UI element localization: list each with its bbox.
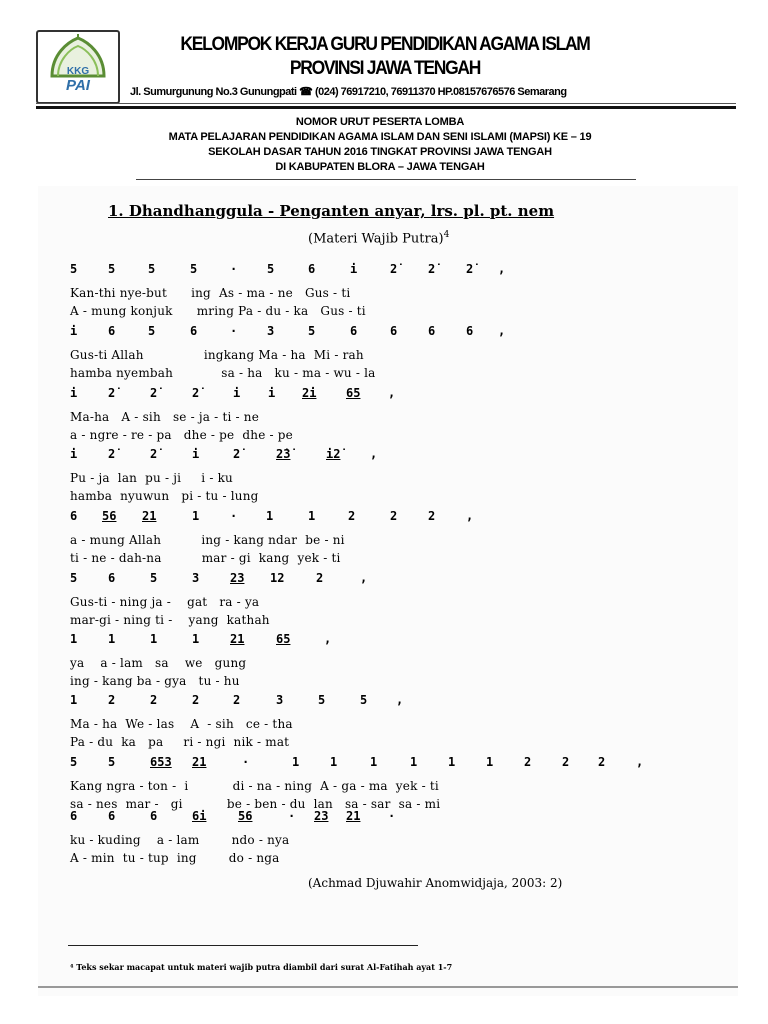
note: , xyxy=(388,386,396,400)
note: 2 xyxy=(390,509,398,523)
lyric-line: Ma-ha A - sih se - ja - ti - ne xyxy=(70,410,260,424)
note: 1 xyxy=(192,509,200,523)
note: 6 xyxy=(70,509,78,523)
note: 21 xyxy=(142,509,157,523)
song-credit: (Achmad Djuwahir Anomwidjaja, 2003: 2) xyxy=(308,876,563,890)
note: i xyxy=(70,386,78,400)
note: 2̇ xyxy=(108,386,116,400)
note: 21 xyxy=(230,632,245,646)
note: 2̇ xyxy=(192,386,200,400)
note: 1 xyxy=(292,755,300,769)
scan-bottom-edge xyxy=(38,986,738,988)
song-title: 1. Dhandhanggula - Penganten anyar, lrs. pl. pt. nem xyxy=(108,202,555,220)
note: 1 xyxy=(410,755,418,769)
note: 5 xyxy=(148,262,156,276)
note: · xyxy=(230,509,238,523)
note: 23 xyxy=(314,809,329,823)
note: 6 xyxy=(350,324,358,338)
note: i xyxy=(350,262,358,276)
note: 6 xyxy=(428,324,436,338)
note: 5 xyxy=(108,755,116,769)
note: 6i xyxy=(192,809,207,823)
lyric-line: Kang ngra - ton - i di - na - ning A - ga - ma yek - ti xyxy=(70,779,439,793)
note: 2 xyxy=(524,755,532,769)
note: 2 xyxy=(598,755,606,769)
note: 2̇ xyxy=(150,386,158,400)
lyric-line: sa - nes mar - gi be - ben - du lan sa - sar sa - mi xyxy=(70,797,441,811)
meta-line-2: MATA PELAJARAN PENDIDIKAN AGAMA ISLAM DAN SENI ISLAMI (MAPSI) KE – 19 xyxy=(168,131,592,143)
note: , xyxy=(370,447,378,461)
note: 1 xyxy=(70,632,78,646)
note: 6 xyxy=(190,324,198,338)
note: i xyxy=(233,386,241,400)
note: 23 xyxy=(230,571,245,585)
lyric-line: Kan-thi nye-but ing As - ma - ne Gus - ti xyxy=(70,286,351,300)
note: 1 xyxy=(330,755,338,769)
lyric-line: A - mung konjuk mring Pa - du - ka Gus - ti xyxy=(70,304,366,318)
note: · xyxy=(242,755,250,769)
letterhead-divider-thin xyxy=(36,103,736,104)
note: 6 xyxy=(108,324,116,338)
note: · xyxy=(230,262,238,276)
note: 5 xyxy=(70,571,78,585)
lyric-line: ya a - lam sa we gung xyxy=(70,656,247,670)
note: 56 xyxy=(102,509,117,523)
lyric-line: hamba nyembah sa - ha ku - ma - wu - la xyxy=(70,366,376,380)
note: 1 xyxy=(486,755,494,769)
meta-line-4: DI KABUPATEN BLORA – JAWA TENGAH xyxy=(275,161,485,173)
note: 2 xyxy=(428,509,436,523)
lyric-line: Gus-ti Allah ingkang Ma - ha Mi - rah xyxy=(70,348,364,362)
note: , xyxy=(498,324,506,338)
note: , xyxy=(324,632,332,646)
note: 2 xyxy=(316,571,324,585)
note: 2 xyxy=(348,509,356,523)
note: 2 xyxy=(108,693,116,707)
note: 2̇ xyxy=(390,262,398,276)
note: i xyxy=(70,324,78,338)
note: 5 xyxy=(360,693,368,707)
note: 1 xyxy=(150,632,158,646)
org-name-line2: PROVINSI JAWA TENGAH xyxy=(289,58,481,79)
note: 5 xyxy=(190,262,198,276)
note: · xyxy=(230,324,238,338)
note: 653 xyxy=(150,755,172,769)
note: i xyxy=(192,447,200,461)
svg-text:KKG: KKG xyxy=(66,66,90,77)
note: 2 xyxy=(192,693,200,707)
note: i2̇ xyxy=(326,447,341,461)
note: 2 xyxy=(233,693,241,707)
note: 5 xyxy=(70,262,78,276)
note: , xyxy=(396,693,404,707)
note: 56 xyxy=(238,809,253,823)
svg-text:PAI: PAI xyxy=(66,77,90,94)
note: 1 xyxy=(308,509,316,523)
lyric-line: ku - kuding a - lam ndo - nya xyxy=(70,833,290,847)
note: 6 xyxy=(466,324,474,338)
lyric-line: a - ngre - re - pa dhe - pe dhe - pe xyxy=(70,428,293,442)
note: · xyxy=(288,809,296,823)
note: , xyxy=(360,571,368,585)
note: , xyxy=(498,262,506,276)
note: 65 xyxy=(346,386,361,400)
note: 2̇ xyxy=(428,262,436,276)
org-name-line1: KELOMPOK KERJA GURU PENDIDIKAN AGAMA ISLAM xyxy=(180,34,590,55)
note: 5 xyxy=(150,571,158,585)
note: 1 xyxy=(448,755,456,769)
lyric-line: ti - ne - dah-na mar - gi kang yek - ti xyxy=(70,551,341,565)
note: 12 xyxy=(270,571,285,585)
phone-icon: ☎ xyxy=(299,86,313,98)
note: 3 xyxy=(192,571,200,585)
note: , xyxy=(466,509,474,523)
note: i xyxy=(268,386,276,400)
note: 6 xyxy=(108,571,116,585)
note: 1 xyxy=(370,755,378,769)
note: 1 xyxy=(266,509,274,523)
footnote-divider xyxy=(68,945,418,946)
footnote: ⁴ Teks sekar macapat untuk materi wajib putra diambil dari surat Al-Fatihah ayat 1-7 xyxy=(70,962,453,972)
lyric-line: Ma - ha We - las A - sih ce - tha xyxy=(70,717,293,731)
note: 1 xyxy=(108,632,116,646)
song-subtitle: (Materi Wajib Putra)$^4$ xyxy=(308,230,450,247)
note: 2̇3̇ xyxy=(276,447,291,461)
note: 21 xyxy=(346,809,361,823)
note: 3 xyxy=(276,693,284,707)
note: 3 xyxy=(267,324,275,338)
note: 6 xyxy=(70,809,78,823)
note: , xyxy=(636,755,644,769)
note: · xyxy=(388,809,396,823)
note: 2̇ xyxy=(150,447,158,461)
note: 6 xyxy=(390,324,398,338)
note: 2̇ xyxy=(233,447,241,461)
lyric-line: a - mung Allah ing - kang ndar be - ni xyxy=(70,533,345,547)
lyric-line: ing - kang ba - gya tu - hu xyxy=(70,674,240,688)
mosque-dome-icon xyxy=(38,32,118,102)
note: 5 xyxy=(70,755,78,769)
note: 6 xyxy=(150,809,158,823)
meta-line-1: NOMOR URUT PESERTA LOMBA xyxy=(295,116,465,128)
lyric-line: mar-gi - ning ti - yang kathah xyxy=(70,613,270,627)
lyric-line: Gus-ti - ning ja - gat ra - ya xyxy=(70,595,260,609)
note: 5 xyxy=(318,693,326,707)
note: 2 xyxy=(562,755,570,769)
note: 1 xyxy=(70,693,78,707)
note: 2 xyxy=(150,693,158,707)
note: 5 xyxy=(267,262,275,276)
note: 1 xyxy=(192,632,200,646)
note: 21 xyxy=(192,755,207,769)
note: 5 xyxy=(108,262,116,276)
lyric-line: Pu - ja lan pu - ji i - ku xyxy=(70,471,233,485)
note: 2̇ xyxy=(108,447,116,461)
meta-line-3: SEKOLAH DASAR TAHUN 2016 TINGKAT PROVINSI JAWA TENGAH xyxy=(208,146,552,158)
org-address: Jl. Sumurgunung No.3 Gunungpati ☎ (024) 76917210, 76911370 HP.08157676576 Semarang xyxy=(130,86,567,98)
meta-divider xyxy=(136,179,636,180)
letterhead-divider-thick xyxy=(36,106,736,109)
note: 2̇i xyxy=(302,386,317,400)
note: 2̇ xyxy=(466,262,474,276)
note: 65 xyxy=(276,632,291,646)
note: 6 xyxy=(108,809,116,823)
lyric-line: hamba nyuwun pi - tu - lung xyxy=(70,489,259,503)
note: 5 xyxy=(148,324,156,338)
note: 5 xyxy=(308,324,316,338)
note: i xyxy=(70,447,78,461)
lyric-line: A - min tu - tup ing do - nga xyxy=(70,851,280,865)
note: 6 xyxy=(308,262,316,276)
kkg-pai-logo xyxy=(36,30,120,104)
lyric-line: Pa - du ka pa ri - ngi nik - mat xyxy=(70,735,290,749)
